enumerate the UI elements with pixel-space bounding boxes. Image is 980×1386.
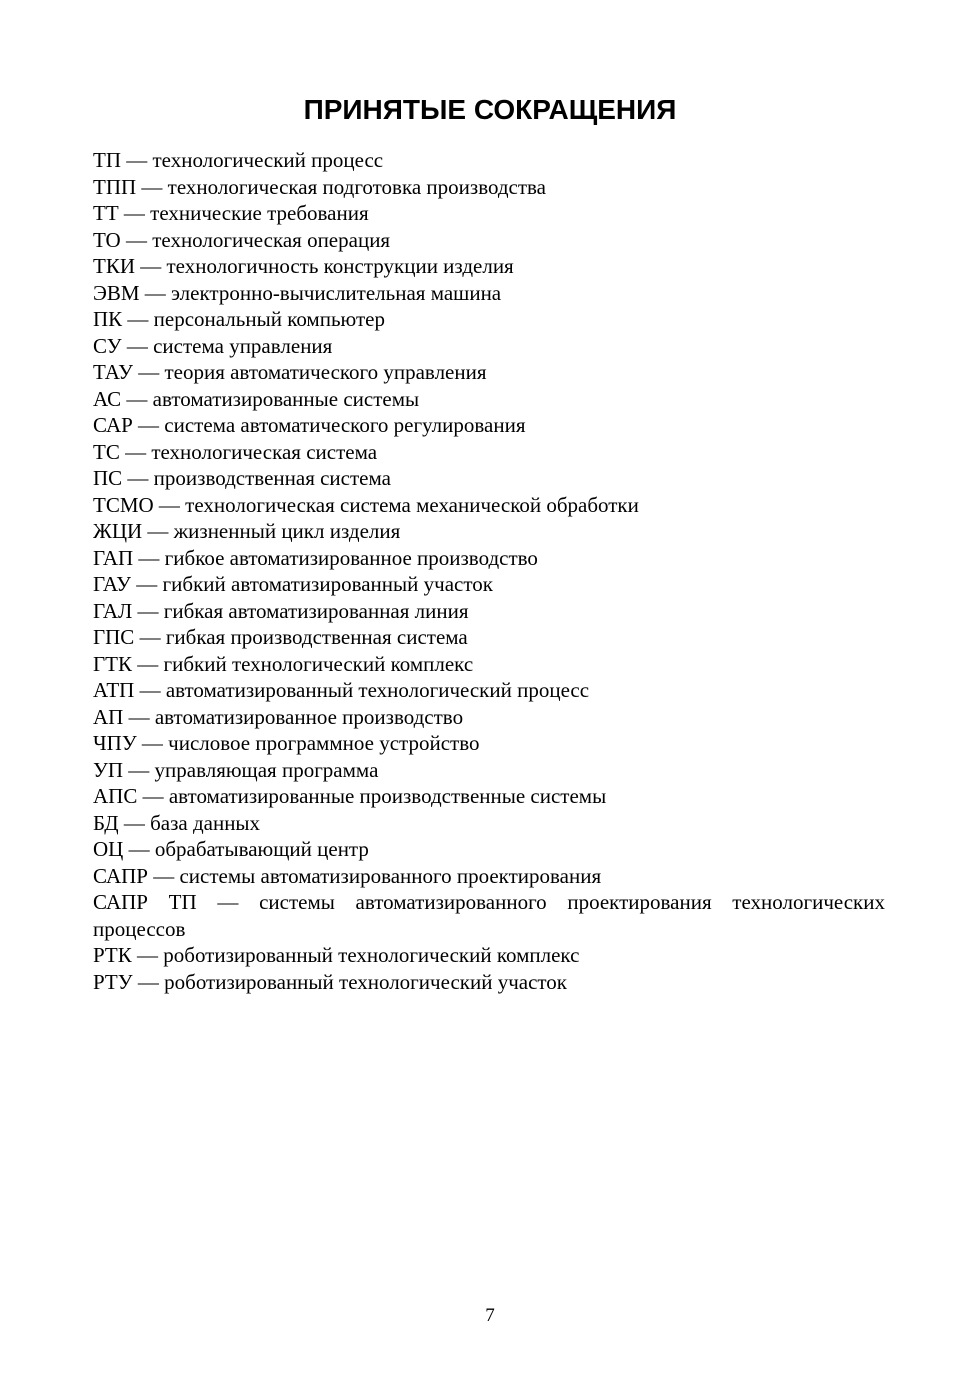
list-item: ТАУ — теория автоматического управления	[93, 360, 487, 384]
list-item: ГПС — гибкая производственная система	[93, 625, 468, 649]
list-item: ЭВМ — электронно-вычислительная машина	[93, 280, 502, 305]
list-item: РТУ — роботизированный технологический участок	[93, 969, 567, 994]
list-item: РТК — роботизированный технологический комплекс	[93, 943, 580, 967]
list-item: УП — управляющая программа	[93, 757, 379, 782]
list-item: ПС — производственная система	[93, 466, 391, 490]
list-item: ТС — технологическая система	[93, 439, 378, 464]
list-item: ТСМО — технологическая система механической обработки	[93, 492, 639, 517]
list-item: ЧПУ — числовое программное устройство	[93, 731, 480, 755]
list-item: ТП — технологический процесс	[93, 148, 384, 172]
list-item: ГТК — гибкий технологический комплекс	[93, 651, 474, 676]
list-item: АПС — автоматизированные производственные системы	[93, 784, 607, 808]
list-item: ПК — персональный компьютер	[93, 307, 385, 331]
page-number: 7	[485, 1305, 495, 1326]
list-item: САПР — системы автоматизированного проектирования	[93, 863, 602, 888]
list-item: САР — система автоматического регулирования	[93, 413, 526, 437]
list-item: АС — автоматизированные системы	[93, 386, 420, 411]
list-item: СУ — система управления	[93, 333, 333, 358]
list-item: ГАП — гибкое автоматизированное производство	[93, 545, 538, 570]
abbreviation-list	[93, 147, 885, 995]
list-item: ЖЦИ — жизненный цикл изделия	[93, 519, 401, 543]
list-item: АТП — автоматизированный технологический процесс	[93, 678, 590, 702]
list-item: ОЦ — обрабатывающий центр	[93, 837, 369, 861]
list-item: ТО — технологическая операция	[93, 227, 391, 252]
list-item: БД — база данных	[93, 810, 261, 835]
list-item: ТПП — технологическая подготовка производства	[93, 174, 546, 199]
list-item: ГАЛ — гибкая автоматизированная линия	[93, 598, 469, 623]
list-item: САПР ТП — системы автоматизированного проектирования технологических процессов	[93, 890, 885, 941]
list-item: ТКИ — технологичность конструкции изделия	[93, 254, 514, 278]
page-title: ПРИНЯТЫЕ СОКРАЩЕНИЯ	[303, 94, 677, 125]
list-item: ГАУ — гибкий автоматизированный участок	[93, 572, 493, 596]
list-item: АП — автоматизированное производство	[93, 704, 464, 729]
list-item: ТТ — технические требования	[93, 201, 369, 225]
